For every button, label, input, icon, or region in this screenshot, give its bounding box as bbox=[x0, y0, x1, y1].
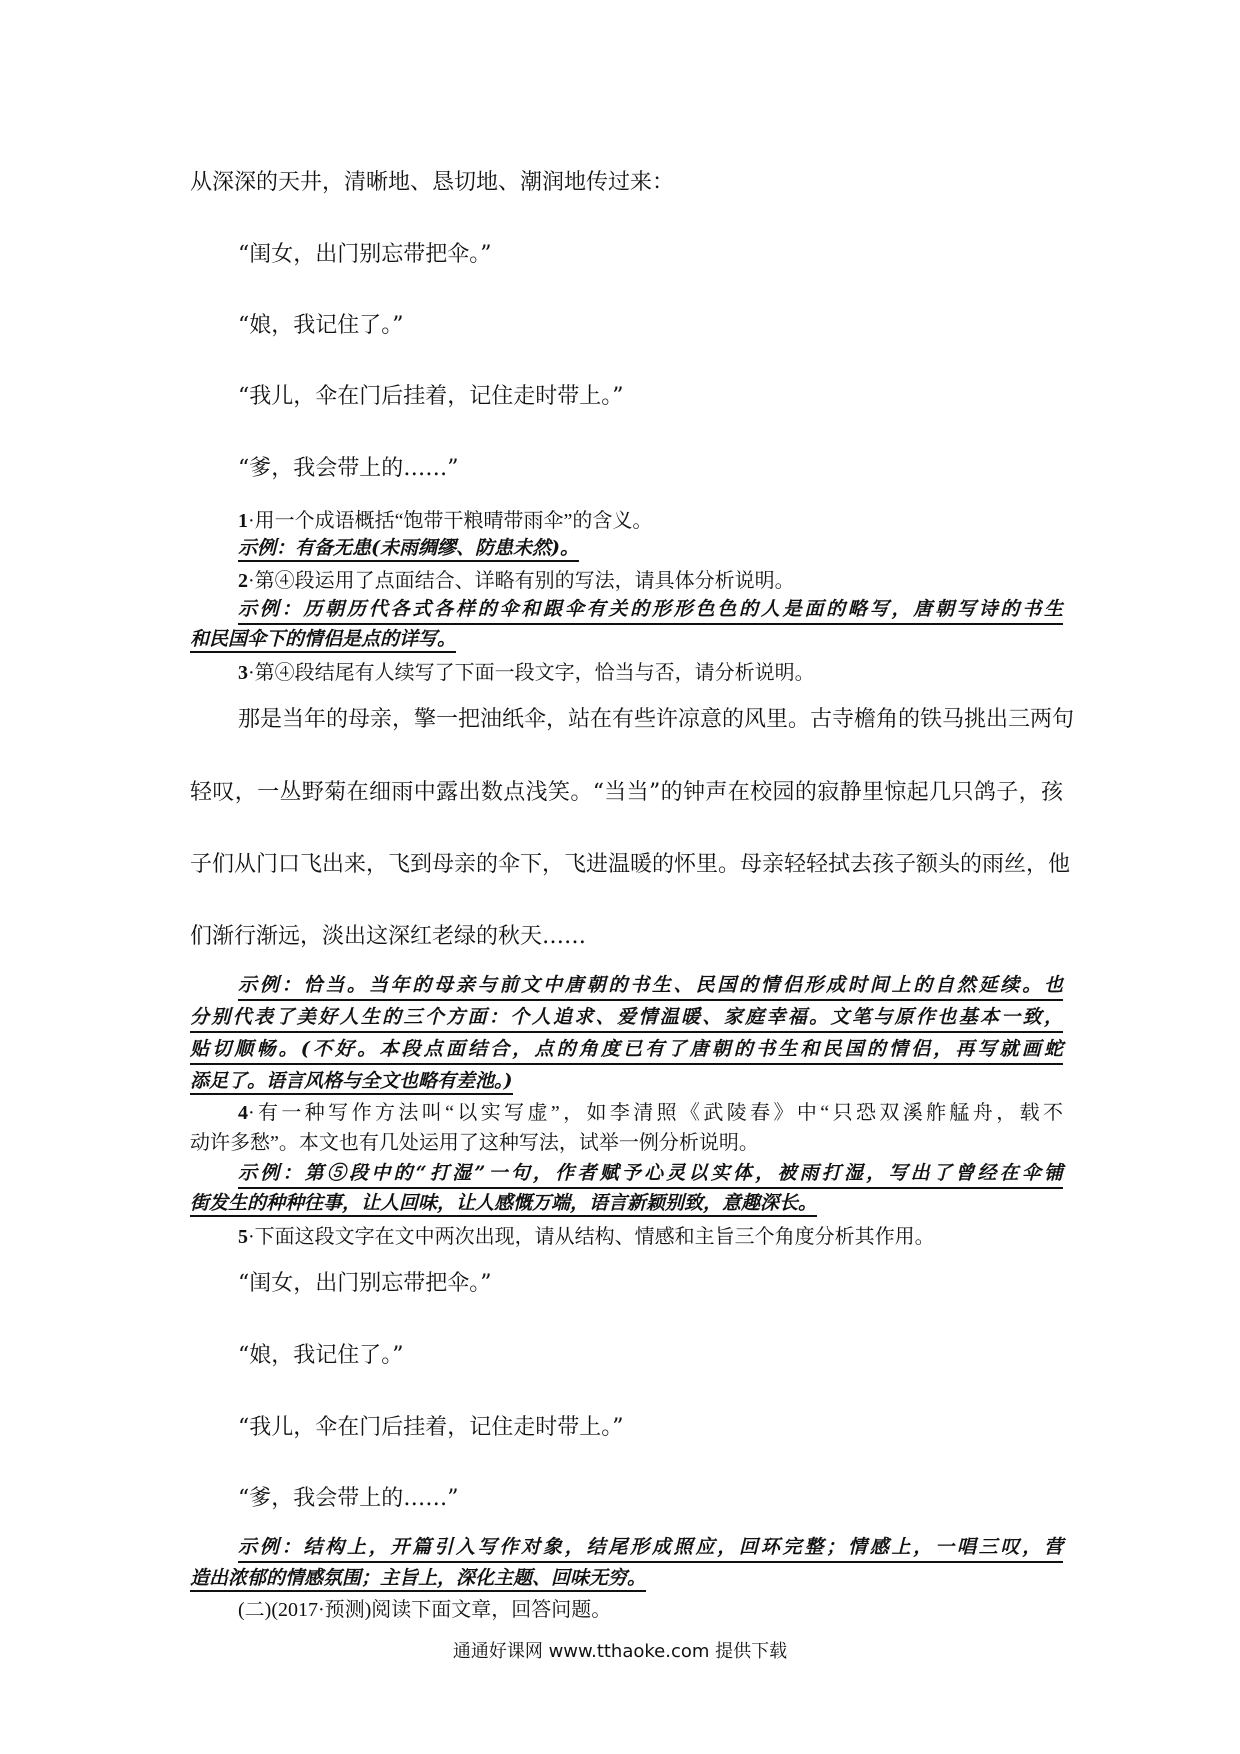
question-text: ·第④段运用了点面结合、详略有别的写法，请具体分析说明。 bbox=[248, 570, 795, 592]
answer-2-end bbox=[190, 626, 456, 652]
passage-line: 轻叹，一丛野菊在细雨中露出数点浅笑。“当当”的钟声在校园的寂静里惊起几只鸽子，孩 bbox=[190, 780, 1063, 805]
question-number: 2 bbox=[238, 570, 248, 592]
question-number: 1 bbox=[238, 510, 248, 532]
passage-line: 们渐行渐远，淡出这深红老绿的秋天…… bbox=[190, 924, 587, 949]
question-5 bbox=[238, 1222, 935, 1252]
answer-line: 添足了。语言风格与全文也略有差池。) bbox=[190, 1070, 513, 1095]
answer-3-end bbox=[190, 1068, 513, 1094]
question-4 bbox=[238, 1098, 1063, 1128]
answer-line: 示例：第⑤段中的“打湿”一句，作者赋予心灵以实体，被雨打湿，写出了曾经在伞铺 bbox=[238, 1160, 1063, 1189]
question-4-cont: 动许多愁”。本文也有几处运用了这种写法，试举一例分析说明。 bbox=[190, 1132, 759, 1154]
question-3 bbox=[238, 658, 815, 688]
answer-line: 示例：结构上，开篇引入写作对象，结尾形成照应，回环完整；情感上，一唱三叹，营 bbox=[238, 1534, 1063, 1563]
text-line: 从深深的天井，清晰地、恳切地、潮润地传过来： bbox=[190, 170, 675, 195]
question-2 bbox=[238, 566, 795, 596]
question-text: ·下面这段文字在文中两次出现，请从结构、情感和主旨三个角度分析其作用。 bbox=[248, 1226, 935, 1248]
dialog-line: “我儿，伞在门后挂着，记住走时带上。” bbox=[238, 1415, 624, 1440]
dialog-line: “娘，我记住了。” bbox=[238, 1343, 404, 1368]
passage-line: 子们从门口飞出来，飞到母亲的伞下，飞进温暖的怀里。母亲轻轻拭去孩子额头的雨丝，他 bbox=[190, 852, 1071, 877]
question-text: ·有一种写作方法叫“以实写虚”，如李清照《武陵春》中“只恐双溪舴艋舟，载不 bbox=[248, 1102, 1063, 1124]
answer-line: 分别代表了美好人生的三个方面：个人追求、爱情温暖、家庭幸福。文笔与原作也基本一致， bbox=[190, 1004, 1063, 1033]
answer-line: 贴切顺畅。(不好。本段点面结合，点的角度已有了唐朝的书生和民国的情侣，再写就画蛇 bbox=[190, 1036, 1063, 1065]
answer-line: 和民国伞下的情侣是点的详写。 bbox=[190, 628, 456, 653]
question-text: ·第④段结尾有人续写了下面一段文字，恰当与否，请分析说明。 bbox=[248, 662, 815, 684]
answer-4-end bbox=[190, 1190, 817, 1216]
section-heading: (二)(2017·预测)阅读下面文章，回答问题。 bbox=[238, 1599, 612, 1621]
question-1 bbox=[238, 506, 652, 536]
question-text: ·用一个成语概括“饱带干粮晴带雨伞”的含义。 bbox=[248, 510, 653, 532]
dialog-line: “闺女，出门别忘带把伞。” bbox=[238, 242, 492, 267]
answer-5-end bbox=[190, 1565, 646, 1591]
answer-line: 造出浓郁的情感氛围；主旨上，深化主题、回味无穷。 bbox=[190, 1567, 646, 1592]
question-number: 4 bbox=[238, 1102, 248, 1124]
answer-line: 示例：恰当。当年的母亲与前文中唐朝的书生、民国的情侣形成时间上的自然延续。也 bbox=[238, 972, 1063, 1001]
passage-line: 那是当年的母亲，擎一把油纸伞，站在有些许凉意的风里。古寺檐角的铁马挑出三两句 bbox=[238, 707, 1075, 732]
dialog-line: “闺女，出门别忘带把伞。” bbox=[238, 1271, 492, 1296]
dialog-line: “爹，我会带上的……” bbox=[238, 456, 459, 481]
answer-line: 示例：历朝历代各式各样的伞和跟伞有关的形形色色的人是面的略写，唐朝写诗的书生 bbox=[238, 596, 1063, 625]
answer-line: 示例：有备无患(未雨绸缪、防患未然)。 bbox=[238, 537, 579, 562]
dialog-line: “爹，我会带上的……” bbox=[238, 1486, 459, 1511]
dialog-line: “娘，我记住了。” bbox=[238, 313, 404, 338]
answer-1 bbox=[238, 535, 579, 561]
page-footer: 通通好课网 www.tthaoke.com 提供下载 bbox=[452, 1641, 788, 1662]
question-number: 5 bbox=[238, 1226, 248, 1248]
question-number: 3 bbox=[238, 662, 248, 684]
dialog-line: “我儿，伞在门后挂着，记住走时带上。” bbox=[238, 384, 624, 409]
answer-line: 街发生的种种往事，让人回味，让人感慨万端，语言新颖别致，意趣深长。 bbox=[190, 1192, 817, 1217]
